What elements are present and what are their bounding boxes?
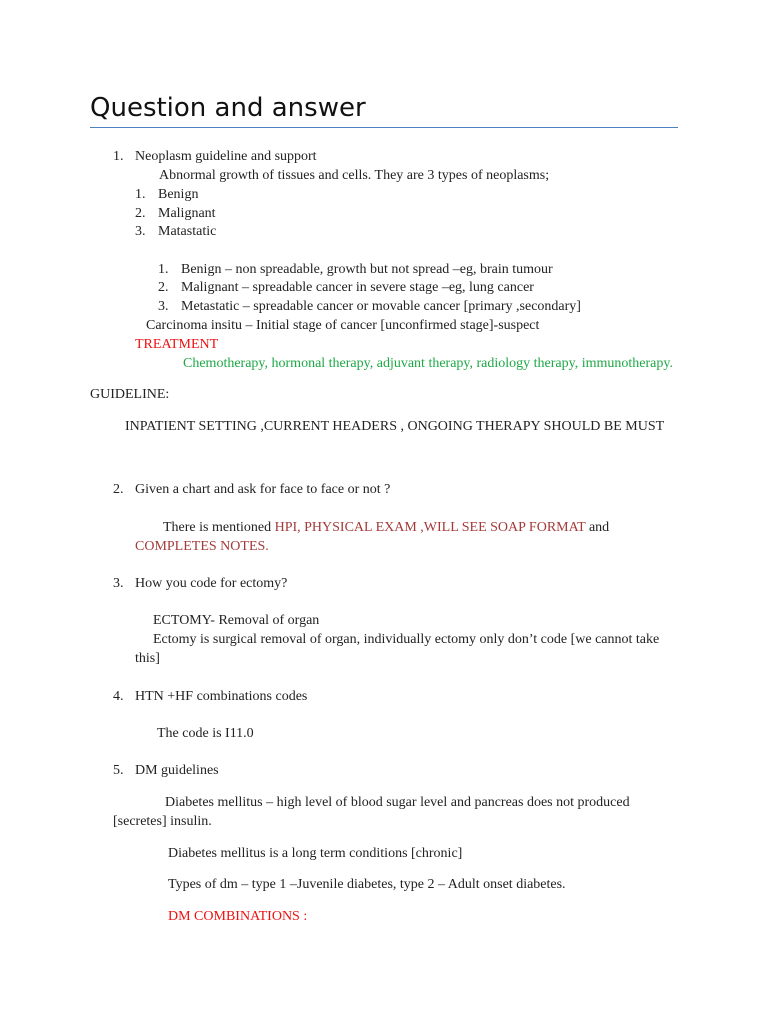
q5-types: Types of dm – type 1 –Juvenile diabetes, type 2 – Adult onset diabetes. xyxy=(168,877,566,892)
q2-question: Given a chart and ask for face to face or not ? xyxy=(135,482,391,497)
q2-answer-highlight: HPI, PHYSICAL EXAM ,WILL SEE SOAP FORMAT xyxy=(274,520,586,535)
q3-number: 3. xyxy=(113,576,124,591)
q5-question: DM guidelines xyxy=(135,763,219,778)
q1-type-item: Matastatic xyxy=(158,224,217,239)
q3-definition: ECTOMY- Removal of organ xyxy=(153,613,320,628)
q1-type-number: 3. xyxy=(135,224,146,239)
q1-type-number: 1. xyxy=(135,187,146,202)
q1-type-number: 2. xyxy=(135,206,146,221)
q3-explain-line1: Ectomy is surgical removal of organ, individually ectomy only don’t code [we cannot take xyxy=(153,632,660,647)
page-title: Question and answer xyxy=(90,93,366,123)
q4-answer: The code is I11.0 xyxy=(157,726,254,741)
q5-number: 5. xyxy=(113,763,124,778)
q4-number: 4. xyxy=(113,689,124,704)
guideline-text: INPATIENT SETTING ,CURRENT HEADERS , ONGOING THERAPY SHOULD BE MUST xyxy=(125,419,665,434)
q1-treatment-label: TREATMENT xyxy=(135,337,219,352)
q5-def-line1: Diabetes mellitus – high level of blood sugar level and pancreas does not produced xyxy=(165,795,630,810)
q5-chronic: Diabetes mellitus is a long term conditions [chronic] xyxy=(168,846,463,861)
q2-answer-and: and xyxy=(585,520,610,535)
q2-answer-prefix: There is mentioned xyxy=(163,520,275,535)
q1-detail-item: Benign – non spreadable, growth but not spread –eg, brain tumour xyxy=(181,262,553,277)
q2-answer-line2: COMPLETES NOTES. xyxy=(135,539,269,554)
q1-treatment-text: Chemotherapy, hormonal therapy, adjuvant therapy, radiology therapy, immunotherapy. xyxy=(183,356,673,371)
q1-intro: Abnormal growth of tissues and cells. They are 3 types of neoplasms; xyxy=(159,168,550,183)
q2-answer-line1 xyxy=(163,519,609,537)
q1-detail-number: 2. xyxy=(158,280,169,295)
q3-question: How you code for ectomy? xyxy=(135,576,288,591)
q5-combinations-label: DM COMBINATIONS : xyxy=(168,909,308,924)
q1-detail-number: 3. xyxy=(158,299,169,314)
q1-detail-item: Malignant – spreadable cancer in severe stage –eg, lung cancer xyxy=(181,280,534,295)
q5-def-line2: [secretes] insulin. xyxy=(113,814,212,829)
q3-explain-line2: this] xyxy=(135,651,160,666)
title-divider xyxy=(90,127,678,128)
q1-number: 1. xyxy=(113,149,124,164)
q1-detail-number: 1. xyxy=(158,262,169,277)
q2-number: 2. xyxy=(113,482,124,497)
q1-type-item: Benign xyxy=(158,187,199,202)
q1-carcinoma: Carcinoma insitu – Initial stage of cancer [unconfirmed stage]-suspect xyxy=(146,318,540,333)
q1-detail-item: Metastatic – spreadable cancer or movable cancer [primary ,secondary] xyxy=(181,299,581,314)
q4-question: HTN +HF combinations codes xyxy=(135,689,308,704)
guideline-label: GUIDELINE: xyxy=(90,387,170,402)
q1-question: Neoplasm guideline and support xyxy=(135,149,317,164)
q1-type-item: Malignant xyxy=(158,206,216,221)
